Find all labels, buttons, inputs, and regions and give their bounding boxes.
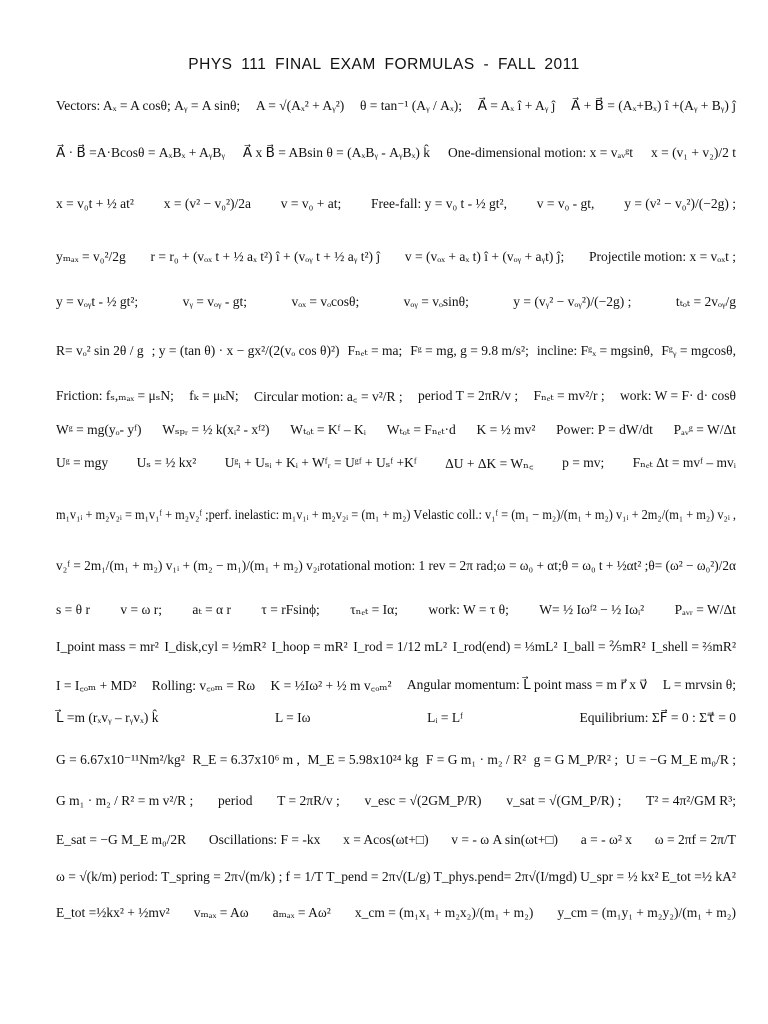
formula: v = v₀ + at; (280, 196, 342, 211)
formula: Projectile motion: x = vₒₓt ; (588, 249, 736, 264)
formula: aₜ = α r (192, 602, 232, 617)
formula: g = G M_P/R² ; (533, 752, 619, 767)
formula-line (56, 857, 736, 897)
formula: y_cm = (m₁y₁ + m₂y₂)/(m₁ + m₂) (557, 905, 736, 920)
formula: ; y = (tan θ) · x − gx²/(2(vₒ cos θ)²) (151, 343, 340, 358)
formula: I_hoop = mR² (271, 639, 348, 654)
page-title: PHYS 111 FINAL EXAM FORMULAS - FALL 2011 (188, 56, 580, 73)
formula: L⃗ =m (rₓvᵧ – rᵧvₓ) k̂ (56, 710, 159, 725)
formula: W= ½ Iωᶠ² − ½ Iωᵢ² (539, 602, 645, 617)
formula: v_esc = √(2GM_P/R) (364, 793, 482, 808)
formula: T_pend = 2π√(L/g) (326, 869, 431, 884)
formula: v = - ω A sin(ωt+□) (451, 832, 559, 847)
formula-line (56, 546, 736, 586)
formula: work: W = F· d· cosθ (620, 388, 736, 403)
formula: ΔU + ΔK = Wₙ꜀ (445, 456, 534, 471)
formula: Fₙₑₜ = ma; (347, 343, 403, 358)
formula-line (56, 740, 736, 780)
formula: a = - ω² x (580, 832, 633, 847)
formula: Free-fall: y = v₀ t - ½ gt², (370, 196, 507, 211)
formula: E_sat = −G M_E m₀/2R (56, 832, 187, 847)
formula: A⃗ x B⃗ = ABsin θ = (AₓBᵧ - AᵧBₓ) k̂ (242, 145, 431, 160)
formula-line (56, 781, 736, 821)
formula-line (56, 133, 736, 173)
formula: Fᵍ = mg, g = 9.8 m/s²; (410, 343, 529, 358)
formula: x = v₀t + ½ at² (56, 196, 134, 211)
formula: incline: Fᵍₓ = mgsinθ, (536, 343, 654, 358)
formula: v_sat = √(GM_P/R) ; (506, 793, 622, 808)
formula: Lᵢ = Lᶠ (427, 710, 463, 725)
formula: period: T_spring = 2π√(m/k) ; (119, 869, 283, 884)
formula: θ = tan⁻¹ (Aᵧ / Aₓ); (359, 98, 463, 113)
formula: fₖ = μₖN; (189, 388, 239, 403)
formula: p = mv; (562, 455, 605, 470)
formula-line (56, 495, 736, 535)
formula: yₘₐₓ = v₀²/2g (56, 249, 126, 264)
formula: f = 1/T (285, 869, 324, 884)
formula: T = 2πR/v ; (277, 793, 340, 808)
formula: Uᵍ = mgy (56, 455, 109, 470)
formula: Wₛₚᵣ = ½ k(xᵢ² - xᶠ²) (162, 422, 270, 437)
formula: Fₙₑₜ = mv²/r ; (533, 388, 605, 403)
formula: aₘₐₓ = Aω² (272, 905, 331, 920)
formula: Oscillations: F = -kx (208, 832, 321, 847)
formula: rotational motion: 1 rev = 2π rad; (319, 558, 497, 573)
formula: x = (v² − v₀²)/2a (163, 196, 252, 211)
formula-line (56, 590, 736, 630)
formula: v = v₀ - gt, (536, 196, 595, 211)
formula: θ= (ω² − ω₀²)/2α (648, 558, 736, 573)
formula: Rolling: v꜀ₒₘ = Rω (151, 678, 256, 693)
formula: L = mrvsin θ; (662, 677, 736, 692)
formula: tₜₒₜ = 2vₒᵧ/g (675, 294, 736, 309)
formula: Uᵍᵢ + Uₛᵢ + Kᵢ + Wᶠᵣ = Uᵍᶠ + Uₛᶠ +Kᶠ (224, 455, 417, 470)
formula: G m₁ · m₂ / R² = m v²/R ; (56, 793, 194, 808)
formula: Equilibrium: ΣF⃗ = 0 : Στ⃗ = 0 (579, 710, 736, 725)
formula-line (56, 237, 736, 277)
formula: A = √(Aₓ² + Aᵧ²) (255, 98, 345, 113)
formula: F = G m₁ · m₂ / R² (425, 752, 527, 767)
formula: R= vₒ² sin 2θ / g (56, 343, 144, 358)
formula: Angular momentum: L⃗ point mass = m r⃗ x v⃗ (406, 677, 648, 692)
formula: τₙₑₜ = Iα; (350, 602, 398, 617)
formula-line (56, 893, 736, 933)
formula: L = Iω (275, 710, 311, 725)
formula: I_rod = 1/12 mL² (353, 639, 448, 654)
formula: ω = 2πf = 2π/T (654, 832, 736, 847)
formula: R_E = 6.37x10⁶ m , (192, 752, 300, 767)
formula: I_ball = ⅖mR² (563, 639, 646, 654)
formula: A⃗ + B⃗ = (Aₓ+Bₓ) î +(Aᵧ + Bᵧ) ĵ (571, 98, 736, 113)
formula: period T = 2πR/v ; (417, 388, 519, 403)
formula-line (56, 627, 736, 667)
formula: vᵧ = vₒᵧ - gt; (182, 294, 247, 309)
formula: I_rod(end) = ⅓mL² (452, 639, 558, 654)
formula: M_E = 5.98x10²⁴ kg (307, 752, 419, 767)
formula: x = Acos(ωt+□) (343, 832, 429, 847)
formula: perf. inelastic: m₁v₁ᵢ + m₂v₂ᵢ = (m₁ + m₂) V (208, 507, 423, 522)
formula: U = −G M_E m₀/R ; (625, 752, 736, 767)
formula: y = (vᵧ² − vₒᵧ²)/(−2g) ; (513, 294, 632, 309)
formula: Circular motion: a꜀ = v²/R ; (253, 389, 403, 404)
formula: x = (v₁ + v₂)/2 t (650, 145, 736, 160)
formula-line (56, 820, 736, 860)
formula: Uₛ = ½ kx² (136, 455, 197, 470)
formula: v = ω r; (120, 602, 162, 617)
formula: G = 6.67x10⁻¹¹Nm²/kg² (56, 752, 185, 767)
formula: vₘₐₓ = Aω (193, 905, 249, 920)
formula: ω = ω₀ + αt; (496, 558, 562, 573)
formula: y = (v² − v₀²)/(−2g) ; (624, 196, 736, 211)
formula-line (56, 282, 736, 322)
formula: elastic coll.: v₁ᶠ = (m₁ − m₂)/(m₁ + m₂) v₁ᵢ + 2m₂/(m₁ + m₂) v₂ᵢ , (422, 507, 737, 522)
formula: Vectors: Aₓ = A cosθ; Aᵧ = A sinθ; (56, 98, 241, 113)
formula: v = (vₒₓ + aₓ t) î + (vₒᵧ + aᵧt) ĵ; (404, 249, 565, 264)
formula-line (56, 698, 736, 738)
formula-line (56, 331, 736, 371)
formula: A⃗ = Aₓ î + Aᵧ ĵ (477, 98, 556, 113)
formula: I = I꜀ₒₘ + MD² (56, 678, 137, 693)
formula: A⃗ · B⃗ =A·Bcosθ = AₓBₓ + AᵧBᵧ (56, 145, 225, 160)
formula: Wₜₒₜ = Kᶠ – Kᵢ (290, 422, 366, 437)
formula: vₒᵧ = vₒsinθ; (403, 294, 469, 309)
formula: I_disk,cyl = ½mR² (164, 639, 266, 654)
formula: ω = √(k/m) (56, 869, 117, 884)
formula: Wᵍ = mg(yₒ- yᶠ) (56, 422, 142, 437)
formula: Friction: fₛ,ₘₐₓ = μₛN; (56, 388, 174, 403)
formula: I_point mass = mr² (56, 639, 159, 654)
formula: E_tot =½ kA² (661, 869, 736, 884)
formula: Fₙₑₜ Δt = mvᶠ – mvᵢ (632, 455, 736, 470)
formula-line (56, 86, 736, 126)
formula: m₁v₁ᵢ + m₂v₂ᵢ = m₁v₁ᶠ + m₂v₂ᶠ ; (56, 507, 209, 522)
formula: T_phys.pend= 2π√(I/mgd) (433, 869, 577, 884)
formula: vₒₓ = vₒcosθ; (291, 294, 360, 309)
formula: τ = rFsinϕ; (261, 602, 320, 617)
formula: U_spr = ½ kx² (580, 869, 659, 884)
formula: Wₜₒₜ = Fₙₑₜ·d (386, 422, 456, 437)
formula-line (56, 184, 736, 224)
formula: period (217, 793, 253, 808)
formula: E_tot =½kx² + ½mv² (56, 905, 170, 920)
formula: K = ½ mv² (476, 422, 536, 437)
formula: v₂ᶠ = 2m₁/(m₁ + m₂) v₁ᵢ + (m₂ − m₁)/(m₁ + m₂) v₂ᵢ (56, 558, 320, 573)
formula: work: W = τ θ; (428, 602, 509, 617)
formula: r = r₀ + (vₒₓ t + ½ aₓ t²) î + (vₒᵧ t + ½ aᵧ t²) ĵ (150, 249, 381, 264)
formula: K = ½Iω² + ½ m v꜀ₒₘ² (270, 678, 392, 693)
formula: Fᵍᵧ = mgcosθ, (661, 343, 736, 358)
formula: x_cm = (m₁x₁ + m₂x₂)/(m₁ + m₂) (354, 905, 534, 920)
formula: I_shell = ⅔mR² (651, 639, 736, 654)
formula: Power: P = dW/dt (556, 422, 653, 437)
formula: θ = ω₀ t + ½αt² ; (561, 558, 649, 573)
formula: One-dimensional motion: x = vₐᵥᵍt (447, 145, 634, 160)
formula: s = θ r (56, 602, 90, 617)
formula: Pₐᵥᵍ = W/Δt (673, 422, 736, 437)
formula-line (56, 443, 736, 483)
formula: Pₐᵥᵣ = W/Δt (674, 602, 736, 617)
formula: y = vₒᵧt - ½ gt²; (56, 294, 139, 309)
formula: T² = 4π²/GM R³; (646, 793, 736, 808)
